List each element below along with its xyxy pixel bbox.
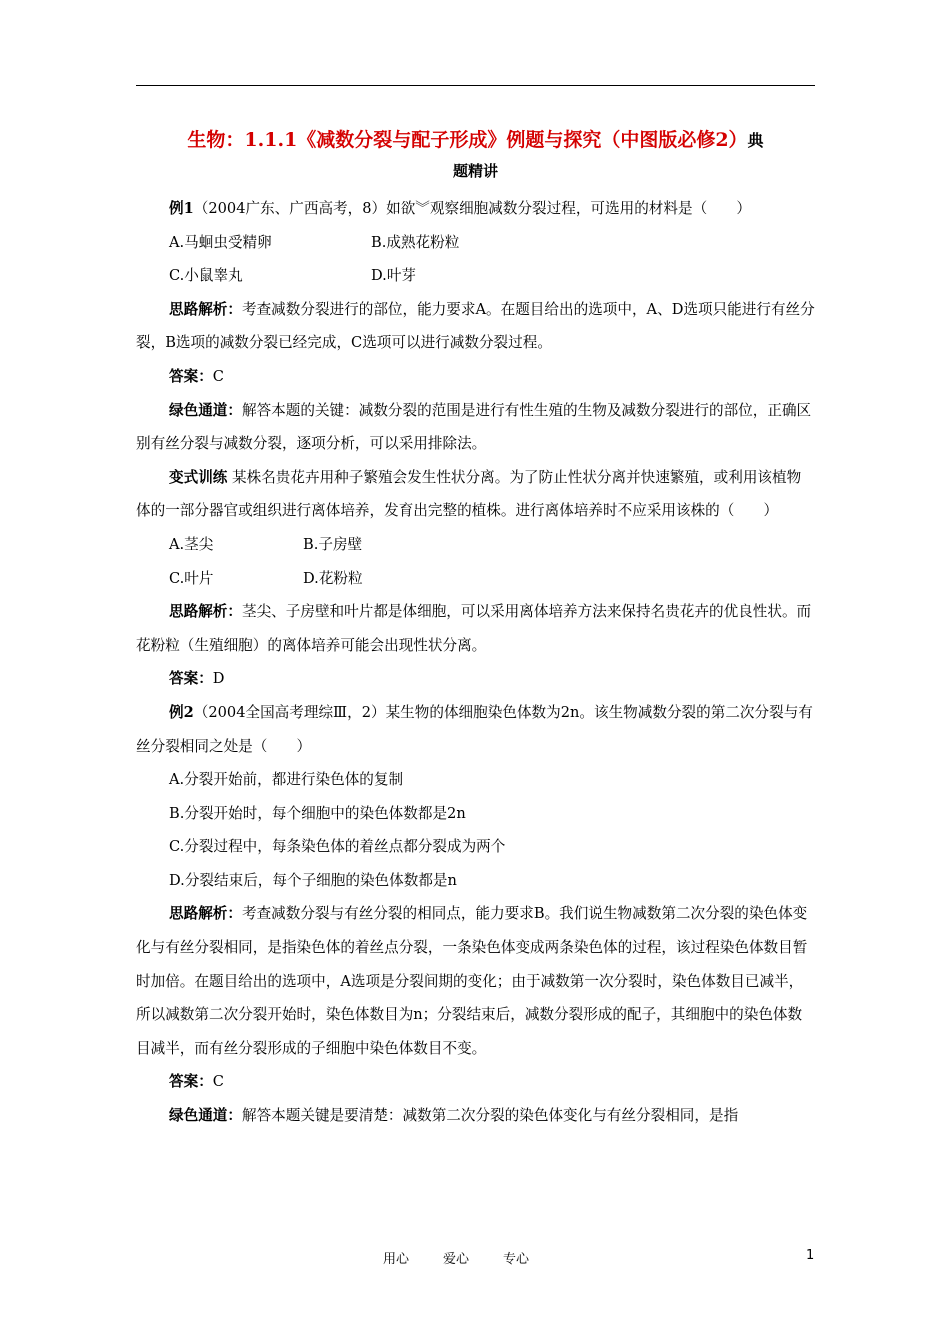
variant-1-options-ab [136,528,815,562]
variant-1-options-cd [136,562,815,596]
variant-1-label: 变式训练 [169,468,228,486]
example-2-analysis: 思路解析：考查减数分裂与有丝分裂的相同点，能力要求B。我们说生物减数第二次分裂的染色体变化与有丝分裂相同，是指染色体的着丝点分裂，一条染色体变成两条染色体的过程，该过程染色体数目暂时加倍。在题目给出的选项中，A选项是分裂间期的变化；由于减数第一次分裂时，染色体数目已减半，所以减数第二次分裂开始时，染色体数目为n；分裂结束后，减数分裂形成的配子，其细胞中的染色体数目减半，而有丝分裂形成的子细胞中染色体数目不变。 [136,905,808,1057]
example-1-options-ab [136,226,815,260]
example-2-label: 例2 [169,703,194,721]
option-c: C.叶片 [169,569,214,587]
example-1-options-cd [136,259,815,293]
page-number: 1 [806,1248,815,1263]
example-1-answer: 答案：C [169,367,224,385]
example-1-label: 例1 [169,200,194,217]
example-2-answer: 答案：C [169,1073,224,1091]
example-2-option-c: C.分裂过程中，每条染色体的着丝点都分裂成为两个 [169,838,506,856]
document-subtitle: 题精讲 [452,162,498,180]
option-d: D.花粉粒 [303,569,363,587]
option-a: A.马蛔虫受精卵 [169,233,272,251]
option-d: D.叶芽 [371,267,417,285]
example-1-stem: 例1（2004广东、广西高考，8）如欲︾观察细胞减数分裂过程，可选用的材料是（ ） [169,200,751,217]
example-2-stem: 例2（2004全国高考理综Ⅲ，2）某生物的体细胞染色体数为2n。该生物减数分裂的第二次分裂与有丝分裂相同之处是（ ） [136,703,813,755]
example-2-green-channel: 绿色通道：解答本题关键是要清楚：减数第二次分裂的染色体变化与有丝分裂相同，是指 [169,1107,739,1125]
variant-1-stem: 变式训练 某株名贵花卉用种子繁殖会发生性状分离。为了防止性状分离并快速繁殖，或利用该植物体的一部分器官或组织进行离体培养，发育出完整的植株。进行离体培养时不应采用该株的（ ） [136,468,802,520]
example-2-option-b: B.分裂开始时，每个细胞中的染色体数都是2n [169,804,466,822]
title-red-text: 生物：1.1.1《减数分裂与配子形成》例题与探究（中图版必修2） [187,129,748,151]
option-c: C.小鼠睾丸 [169,267,243,285]
variant-1-answer: 答案：D [169,670,225,688]
document-body [136,192,815,1133]
option-b: B.子房壁 [303,535,363,553]
footer-motto: 用心 爱心 专心 [383,1252,530,1267]
header-rule [136,85,815,86]
option-b: B.成熟花粉粒 [371,233,460,251]
option-a: A.茎尖 [169,535,214,553]
page-footer [0,1248,950,1268]
example-1-analysis: 思路解析：考查减数分裂进行的部位，能力要求A。在题目给出的选项中，A、D选项只能进行有丝分裂，B选项的减数分裂已经完成，C选项可以进行减数分裂过程。 [136,300,815,352]
title-black-text: 典 [747,131,764,150]
example-1-green-channel: 绿色通道：解答本题的关键：减数分裂的范围是进行有性生殖的生物及减数分裂进行的部位，正确区别有丝分裂与减数分裂，逐项分析，可以采用排除法。 [136,401,812,453]
example-2-option-d: D.分裂结束后，每个子细胞的染色体数都是n [169,871,457,889]
variant-1-analysis: 思路解析：茎尖、子房壁和叶片都是体细胞，可以采用离体培养方法来保持名贵花卉的优良性状。而花粉粒（生殖细胞）的离体培养可能会出现性状分离。 [136,603,812,654]
document-title [136,126,815,155]
example-2-option-a: A.分裂开始前，都进行染色体的复制 [169,771,404,789]
